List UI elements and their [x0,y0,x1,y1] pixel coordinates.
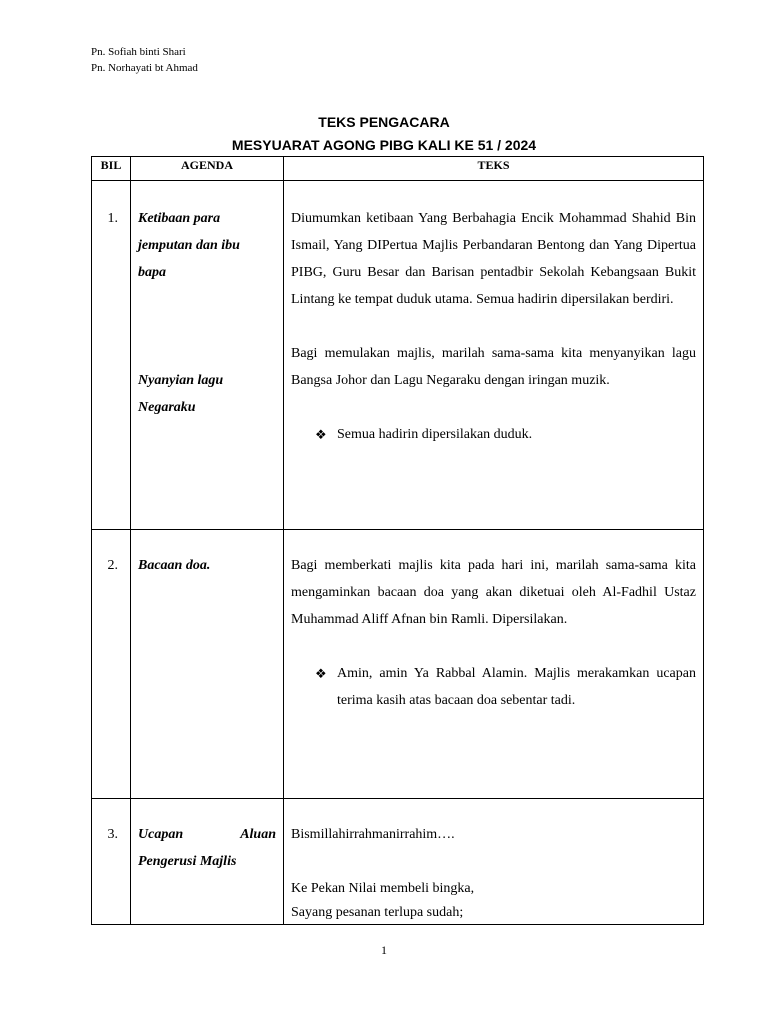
agenda-text: Ucapan Aluan [138,827,276,842]
author-name: Pn. Sofiah binti Shari [91,46,186,58]
diamond-bullet-icon: ❖ [315,427,327,442]
row-number: 1. [92,181,131,530]
agenda-text: Nyanyian lagu [138,373,224,388]
row-number: 2. [92,530,131,799]
table-header-row [92,157,704,181]
bullet-item [291,660,696,714]
bullet-item [291,421,696,448]
table-row [92,799,704,925]
agenda-cell [131,530,284,799]
teks-paragraph: Bismillahirrahmanirrahim…. [291,827,455,842]
agenda-text: jemputan dan ibu [138,238,240,253]
table-row [92,181,704,530]
column-header-teks: TEKS [284,157,704,181]
page-number: 1 [381,943,387,957]
agenda-text: Ketibaan para [138,211,221,226]
teks-cell [284,181,704,530]
bullet-text: Amin, amin Ya Rabbal Alamin. Majlis merakamkan ucapan terima kasih atas bacaan doa sebentar tadi. [337,666,696,708]
pantun-line: Sayang pesanan terlupa sudah; [291,905,464,920]
teks-paragraph: Bagi memulakan majlis, marilah sama-sama kita menyanyikan lagu Bangsa Johor dan Lagu Negaraku dengan iringan muzik. [291,346,696,388]
document-subtitle: MESYUARAT AGONG PIBG KALI KE 51 / 2024 [231,137,537,153]
agenda-text: Pengerusi Majlis [138,854,237,869]
bullet-text: Semua hadirin dipersilakan duduk. [337,427,533,442]
column-header-bil: BIL [92,157,131,181]
agenda-cell [131,799,284,925]
document-title: TEKS PENGACARA [318,114,450,130]
column-header-agenda: AGENDA [131,157,284,181]
agenda-text: Bacaan doa. [138,558,211,573]
teks-cell [284,799,704,925]
agenda-table [91,156,704,925]
table-row [92,530,704,799]
diamond-bullet-icon: ❖ [315,666,327,681]
author-name: Pn. Norhayati bt Ahmad [91,62,198,74]
teks-paragraph: Bagi memberkati majlis kita pada hari ini, marilah sama-sama kita mengaminkan bacaan doa yang akan diketuai oleh Al-Fadhil Ustaz Muhammad Aliff Afnan bin Ramli. Dipersilakan. [291,558,696,627]
author-block [91,44,198,76]
agenda-cell [131,181,284,530]
teks-paragraph: Diumumkan ketibaan Yang Berbahagia Encik Mohammad Shahid Bin Ismail, Yang DIPertua Majlis Perbandaran Bentong dan Yang Dipertua PIBG, Guru Besar dan Barisan pentadbir Sekolah Kebangsaan Bukit Lintang ke tempat duduk utama. Semua hadirin dipersilakan berdiri. [291,211,696,307]
agenda-text: bapa [138,265,166,280]
agenda-text: Negaraku [138,400,196,415]
row-number: 3. [92,799,131,925]
pantun-line: Ke Pekan Nilai membeli bingka, [291,881,475,896]
teks-cell [284,530,704,799]
